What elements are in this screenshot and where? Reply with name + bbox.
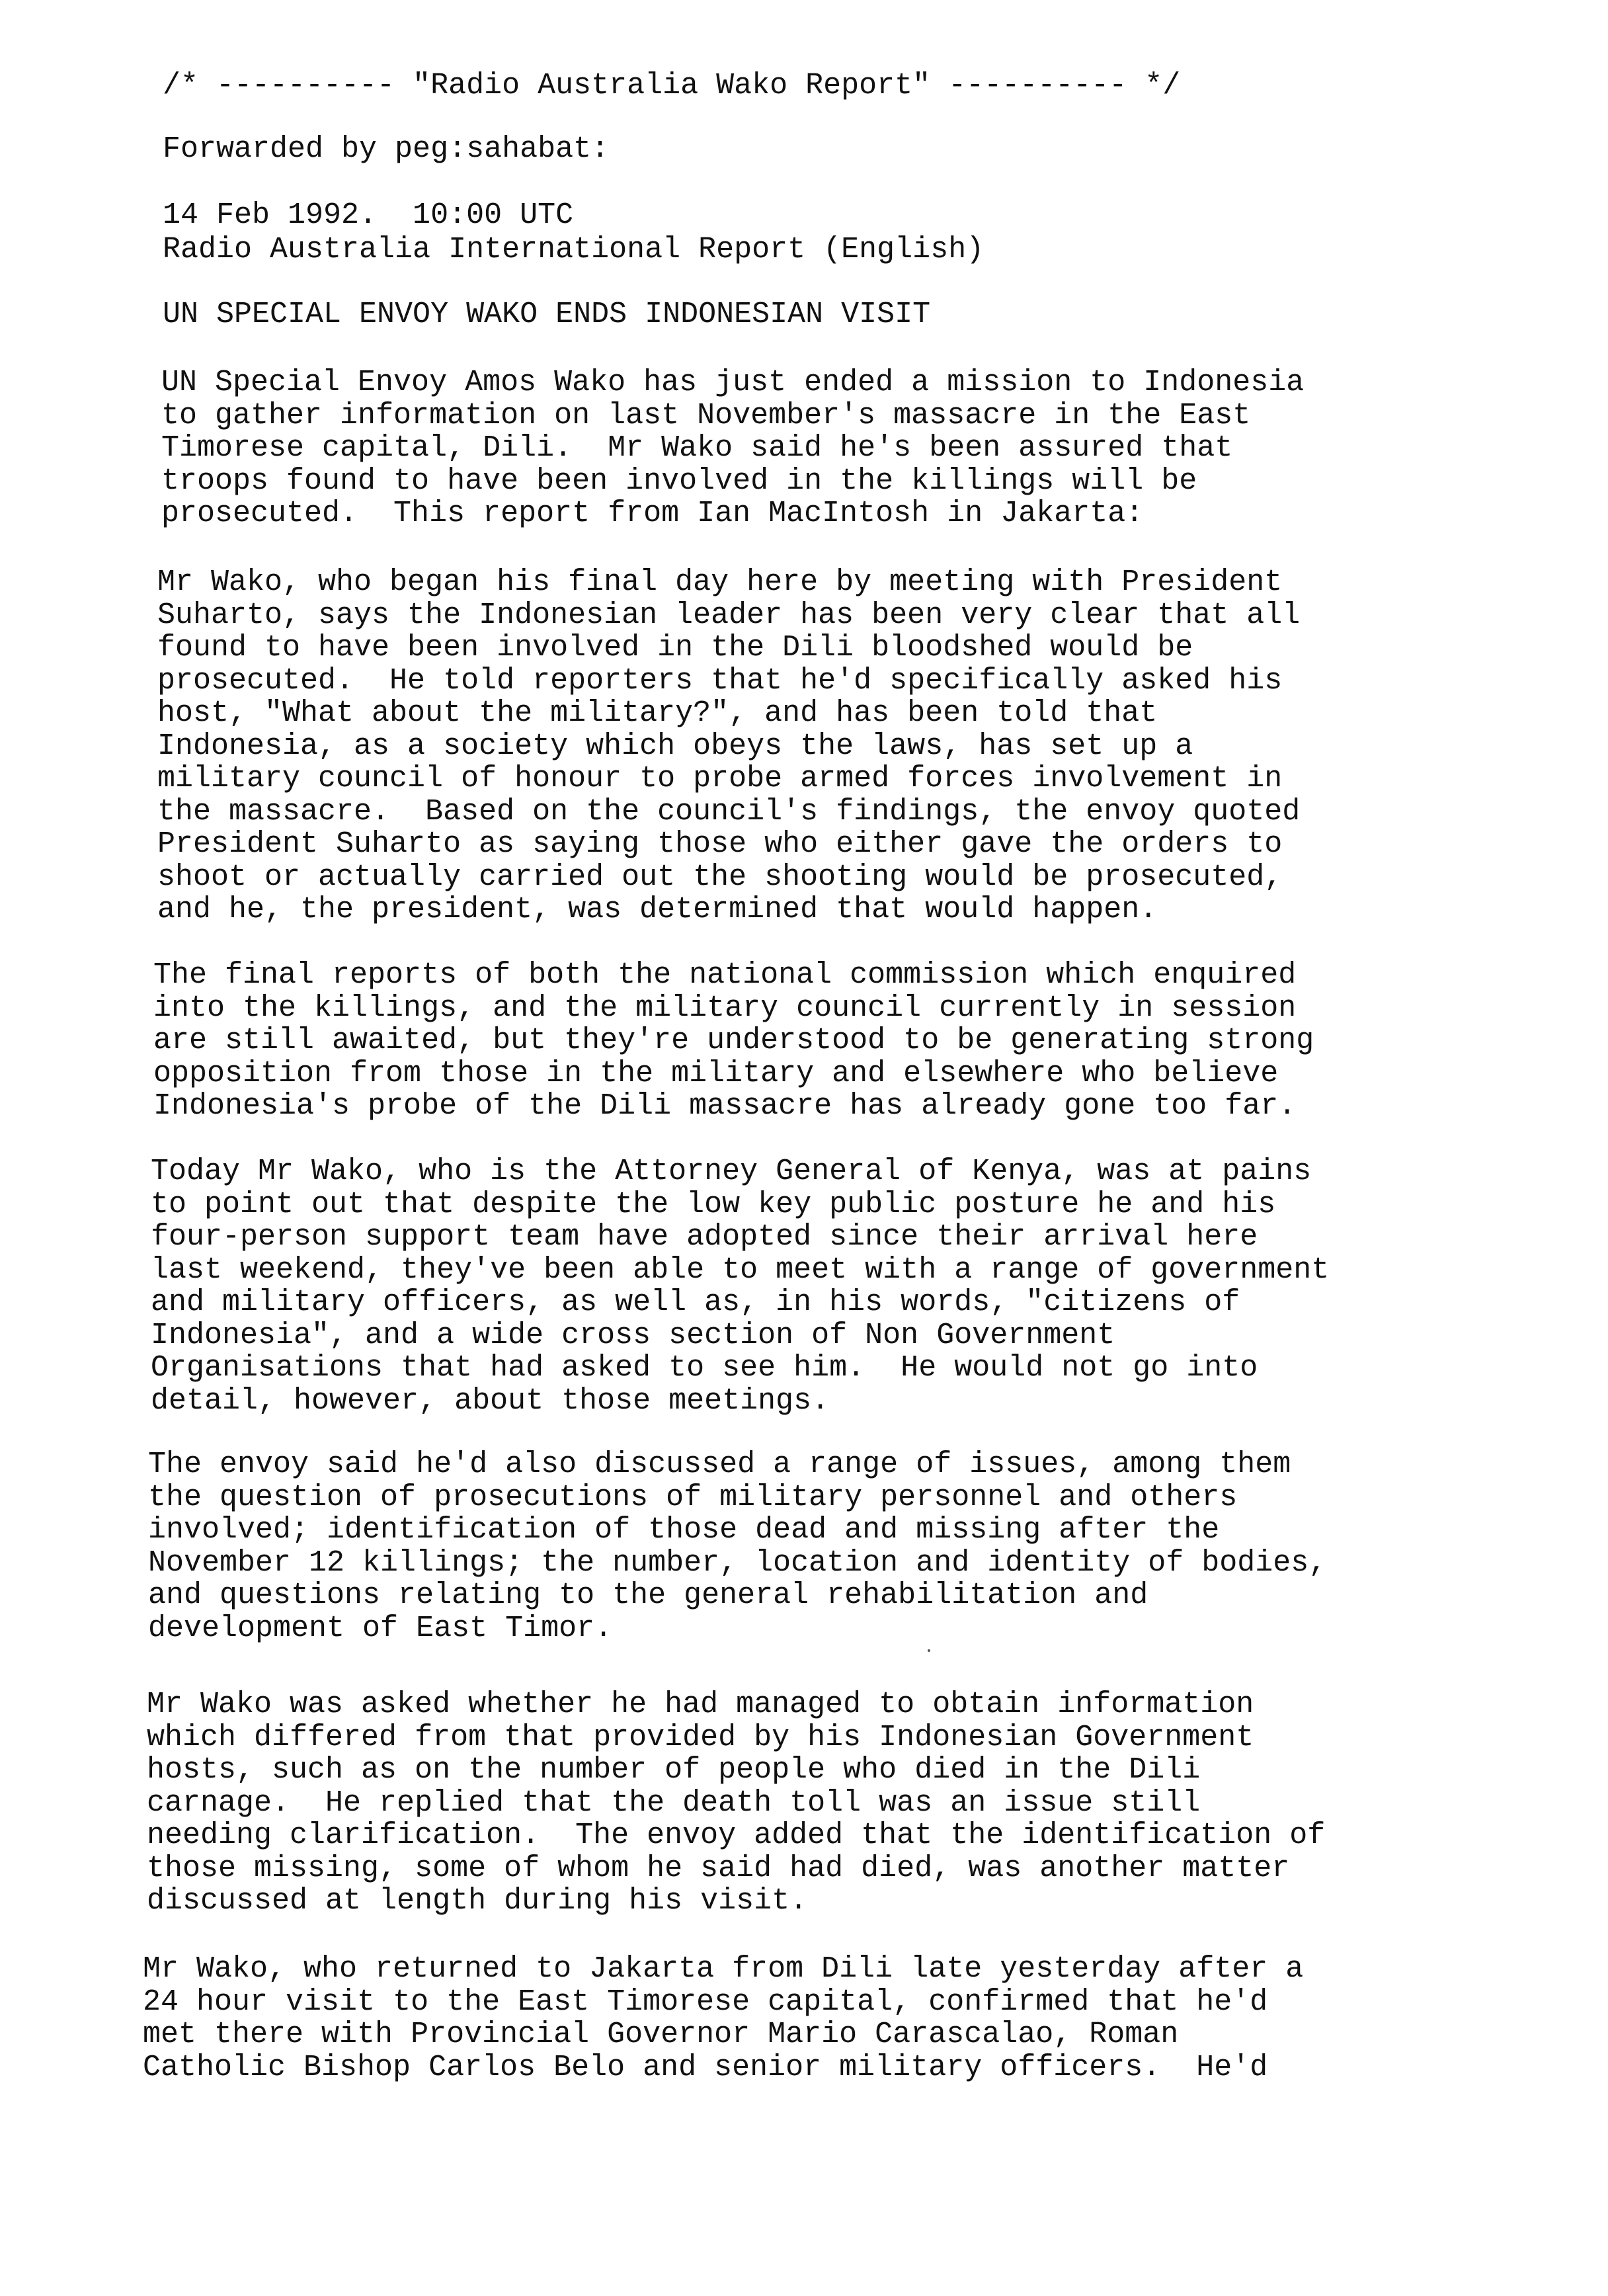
dateline: 14 Feb 1992. 10:00 UTC [163,198,574,232]
paragraph-7: Mr Wako, who returned to Jakarta from Dili late yesterday after a 24 hour visit to the East Timorese capital, confirmed that he'd met there with Provincial Governor Mario Carascalao, Roman Catholic Bishop Carlos Belo and senior military officers. He'd [143,1952,1304,2084]
paragraph-6: Mr Wako was asked whether he had managed to obtain information which differed from that provided by his Indonesian Government hosts, such as on the number of people who died in the Dili carnage. He replied that the death toll was an issue still needing clarification. The envoy added that the identification of those missing, some of whom he said had died, was another matter discussed at length during his visit. [147,1688,1326,1918]
paragraph-3: The final reports of both the national commission which enquired into the killings, and the military council currently in session are still awaited, but they're understood to be generating strong opposition from those in the military and elsewhere who believe Indonesia's probe of the Dili massacre has already gone too far. [153,958,1314,1123]
forwarded-by: Forwarded by peg:sahabat: [163,132,610,166]
scan-speck [928,1649,930,1652]
paragraph-1: UN Special Envoy Amos Wako has just ended a mission to Indonesia to gather information on last November's massacre in the East Timorese capital, Dili. Mr Wako said he's been assured that troops found to have been involved in the killings will be prosecuted. This report from Ian MacIntosh in Jakarta: [161,366,1305,530]
report-header: /* ---------- "Radio Australia Wako Report" ---------- */ [163,69,1181,102]
source-line: Radio Australia International Report (English) [163,233,985,266]
headline: UN SPECIAL ENVOY WAKO ENDS INDONESIAN VISIT [163,298,931,331]
paragraph-4: Today Mr Wako, who is the Attorney General of Kenya, was at pains to point out that despite the low key public posture he and his four-person support team have adopted since their arrival here last weekend, they've been able to meet with a range of government and military officers, as well as, in his words, "citizens of Indonesia", and a wide cross section of Non Government Organisations that had asked to see him. He would not go into detail, however, about those meetings. [151,1155,1330,1418]
paragraph-2: Mr Wako, who began his final day here by meeting with President Suharto, says the Indonesian leader has been very clear that all found to have been involved in the Dili bloodshed would be prosecuted. He told reporters that he'd specifically asked his host, "What about the military?", and has been told that Indonesia, as a society which obeys the laws, has set up a military council of honour to probe armed forces involvement in the massacre. Based on the council's findings, the envoy quoted President Suharto as saying those who either gave the orders to shoot or actually carried out the shooting would be prosecuted, and he, the president, was determined that would happen. [157,565,1301,926]
paragraph-5: The envoy said he'd also discussed a range of issues, among them the question of prosecutions of military personnel and others involved; identification of those dead and missing after the November 12 killings; the number, location and identity of bodies, and questions relating to the general rehabilitation and development of East Timor. [148,1448,1327,1645]
